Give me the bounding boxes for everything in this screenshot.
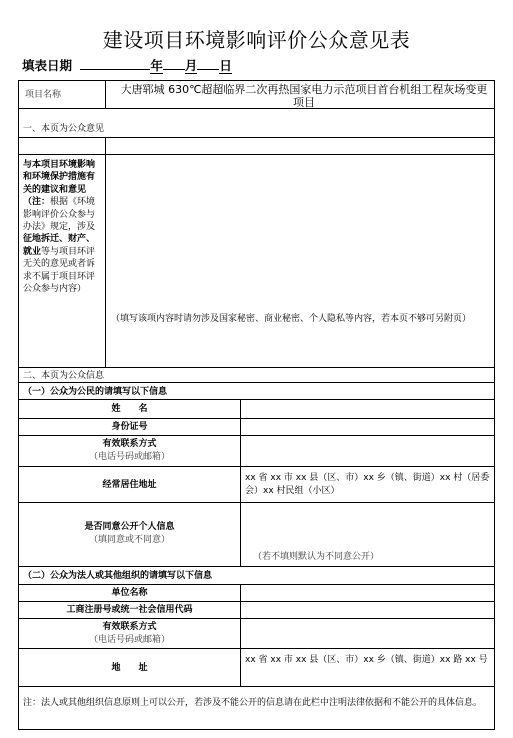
- project-name: 大唐郓城 630℃超超临界二次再热国家电力示范项目首台机组工程灰场变更项目: [120, 83, 488, 109]
- residence-value[interactable]: xx 省 xx 市 xx 县（区、市）xx 乡（镇、街道）xx 村（居委会）xx 村民组（小区）: [245, 473, 490, 496]
- unit-label: 单位名称: [111, 588, 148, 598]
- project-label: 项目名称: [25, 90, 62, 100]
- code-label: 工商注册号或统一社会信用代码: [66, 605, 193, 615]
- citizen-section-header: （一）公众为公民的请填写以下信息: [23, 387, 168, 397]
- row-divider: [19, 367, 494, 368]
- citizen-contact-label: 有效联系方式: [102, 439, 157, 449]
- disclose-note: （若不填则默认为不同意公开）: [253, 552, 380, 562]
- org-contact-sub: （电话号码或邮箱）: [88, 635, 170, 645]
- opinion-prompt-part2: 根据《环境影响评价公众参与办法》规定，涉及: [23, 197, 96, 233]
- row-divider: [19, 648, 494, 649]
- footer-note: 注：法人或其他组织信息原则上可以公开，若涉及不能公开的信息请在此栏中注明法律依据和不能公开的具体信息。: [23, 698, 483, 708]
- disclose-input[interactable]: [241, 503, 494, 547]
- address-value[interactable]: xx 省 xx 市 xx 县（区、市）xx 乡（镇、街道）xx 路 xx 号: [245, 655, 488, 665]
- id-label: 身份证号: [111, 422, 148, 432]
- name-label: 姓 名: [111, 404, 148, 414]
- opinion-prompt-part1: 与本项目环境影响和环境保护措施有关的建议和意见（注：: [23, 160, 96, 208]
- disclose-label: 是否同意公开个人信息: [84, 522, 175, 532]
- disclose-sub: （填同意或不同意）: [88, 535, 170, 545]
- opinion-prompt-part3: 征地拆迁、财产、就业: [23, 234, 96, 257]
- address-label: 地 址: [111, 663, 148, 673]
- month-label: 月: [184, 58, 198, 73]
- form-title: 建设项目环境影响评价公众意见表: [102, 28, 411, 52]
- citizen-contact-input[interactable]: [241, 436, 494, 466]
- opinion-input-area[interactable]: [106, 138, 494, 308]
- month-blank[interactable]: [163, 57, 185, 70]
- year-label: 年: [150, 58, 163, 73]
- row-divider: [19, 566, 494, 567]
- row-divider: [19, 466, 494, 467]
- section1-header: 一、本页为公众意见: [23, 124, 105, 134]
- date-label: 填表日期: [22, 58, 73, 73]
- day-label: 日: [219, 58, 232, 73]
- opinion-prompt-part4: 等与项目环评无关的意见或者诉求不属于项目环评公众参与内容）: [23, 246, 96, 295]
- org-contact-label: 有效联系方式: [102, 622, 157, 632]
- id-input[interactable]: [241, 419, 494, 435]
- row-divider: [19, 686, 494, 687]
- date-line: [22, 57, 232, 74]
- col-divider: [105, 81, 106, 108]
- opinion-fill-note: （填写该项内容时请勿涉及国家秘密、商业秘密、个人隐私等内容，若本页不够可另附页）: [111, 314, 472, 324]
- row-divider: [19, 382, 494, 383]
- day-blank[interactable]: [197, 57, 219, 70]
- org-section-header: （二）公众为法人或其他组织的请填写以下信息: [23, 571, 213, 581]
- opinion-prompt: [23, 159, 102, 295]
- org-contact-input[interactable]: [241, 619, 494, 648]
- citizen-contact-sub: （电话号码或邮箱）: [88, 452, 170, 462]
- date-blank-field[interactable]: [80, 57, 138, 70]
- name-input[interactable]: [241, 400, 494, 418]
- opinion-form-table: [18, 80, 495, 730]
- year-blank[interactable]: [138, 57, 150, 70]
- section2-header: 二、本页为公众信息: [23, 371, 105, 381]
- unit-input[interactable]: [241, 585, 494, 601]
- residence-label: 经常居住地址: [102, 480, 157, 490]
- code-input[interactable]: [241, 602, 494, 618]
